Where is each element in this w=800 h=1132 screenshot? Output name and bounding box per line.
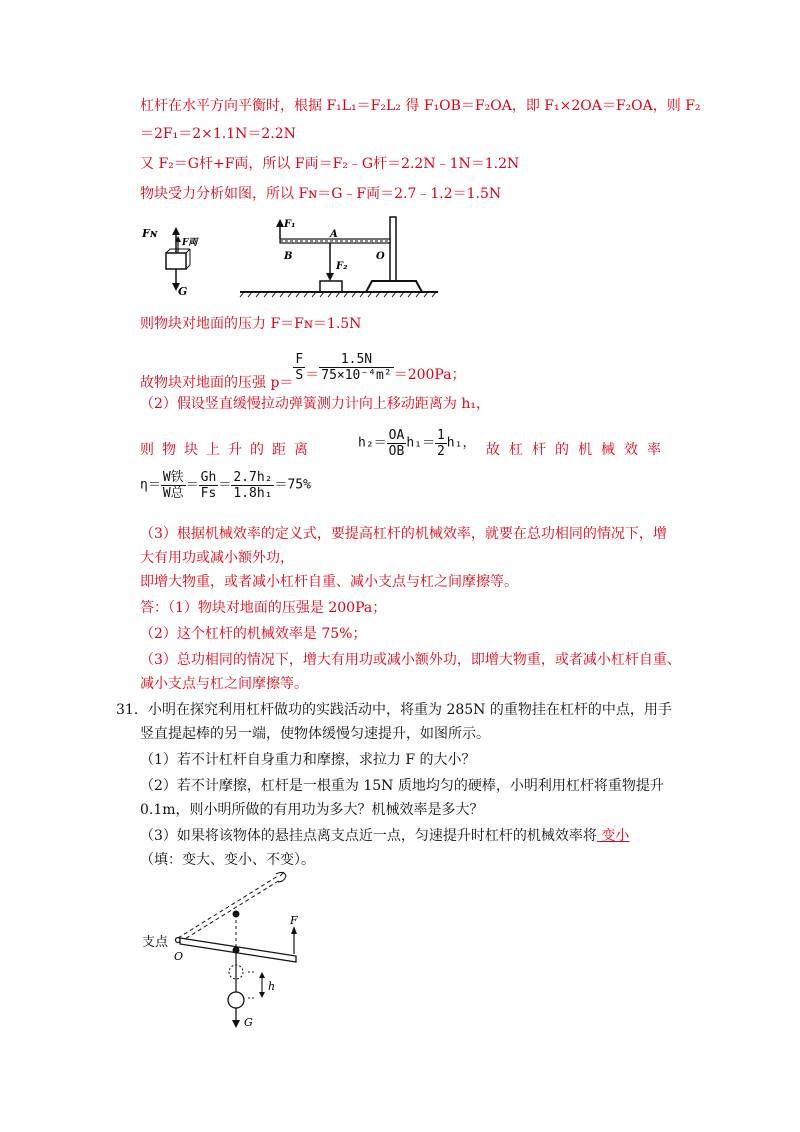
lever-lift-diagram — [140, 868, 320, 1033]
question-text: （3）如果将该物体的悬挂点离支点近一点，匀速提升时杠杆的机械效率将 变小 — [140, 828, 630, 844]
lift-distance-formula: 则物块上升的距离 h₂＝ $\frac{OA}{OB}$ h₁＝ $\frac{1}{2}$ h₁， 故杠杆的机械效率 — [140, 428, 670, 459]
answer-line: 减小支点与杠之间摩擦等。 — [140, 676, 308, 692]
solution-line: （2）假设竖直缓慢拉动弹簧测力计向上移动距离为 h₁， — [140, 396, 490, 412]
solution-line: 大有用功或减小额外功， — [140, 550, 294, 566]
solution-line: 即增大物重，或者减小杠杆自重、减小支点与杠之间摩擦等。 — [140, 574, 518, 590]
solution-line: （3）根据机械效率的定义式，要提高杠杆的机械效率，就要在总功相同的情况下，增 — [140, 526, 667, 542]
solution-line: ＝2F₁＝2×1.1N＝2.2N — [140, 126, 296, 142]
g-label: G — [244, 1016, 253, 1029]
pivot-label: 支点 — [142, 935, 169, 950]
answer-line: 答：（1）物块对地面的压强是 200Pa； — [140, 600, 387, 616]
question-text: （1）若不计杠杆自身重力和摩擦，求拉力 F 的大小？ — [140, 752, 476, 768]
o-label: O — [376, 251, 385, 262]
solution-line: 杠杆在水平方向平衡时，根据 F₁L₁＝F₂L₂ 得 F₁OB＝F₂OA，即 F₁×2OA＝F₂OA，则 F₂ — [140, 98, 701, 114]
question-text: 小明在探究利用杠杆做功的实践活动中，将重为 285N 的重物挂在杠杆的中点，用手 — [148, 702, 672, 718]
question-text: （2）若不计摩擦，杠杆是一根重为 15N 质地均匀的硬棒，小明利用杠杆将重物提升 — [140, 778, 664, 794]
f2-label: F₂ — [336, 261, 348, 272]
solution-line: 物块受力分析如图，所以 Fɴ＝G﹣F両＝2.7﹣1.2＝1.5N — [140, 186, 502, 202]
fr-label: F両 — [182, 238, 198, 248]
a-label: A — [330, 229, 338, 240]
b-label: B — [284, 251, 293, 262]
g-label: G — [178, 285, 188, 298]
fn-label: Fɴ — [142, 227, 158, 240]
h-label: h — [268, 980, 276, 993]
answer-blank: 变小 — [596, 828, 630, 844]
efficiency-formula: η＝ $\frac{\text{W铁}}{\text{W总}}$ ＝ $\frac{Gh}{Fs}$ ＝ $\frac{\text{2.7h₂}}{\text{1.8h₁}}$ ＝75% — [140, 470, 311, 501]
solution-line: 则物块对地面的压力 F＝Fɴ＝1.5N — [140, 316, 362, 332]
answer-line: （3）总功相同的情况下，增大有用功或减小额外功，即增大物重，或者减小杠杆自重、 — [140, 652, 681, 668]
question-text: 竖直提起棒的另一端，使物体缓慢匀速提升，如图所示。 — [140, 726, 490, 742]
solution-line: 又 F₂＝G杆+F両，所以 F両＝F₂﹣G杆＝2.2N﹣1N＝1.2N — [140, 156, 520, 172]
lever-force-diagram — [140, 215, 450, 300]
answer-line: （2）这个杠杆的机械效率是 75%； — [140, 626, 367, 642]
o-label: O — [174, 950, 184, 963]
pressure-formula: 故物块对地面的压强 p＝ $\frac{F}{S}$ ＝ $\frac{1.5N}{\text{75×10⁻⁴m²}}$ ＝200Pa； — [140, 351, 466, 391]
question-text: （填：变大、变小、不变）。 — [140, 852, 315, 868]
f1-label: F₁ — [284, 219, 296, 230]
block-shape — [166, 253, 186, 269]
question-text: 0.1m，则小明所做的有用功为多大？机械效率是多大？ — [140, 802, 484, 818]
f-label: F — [290, 914, 298, 927]
question-number: 31． — [116, 702, 148, 718]
